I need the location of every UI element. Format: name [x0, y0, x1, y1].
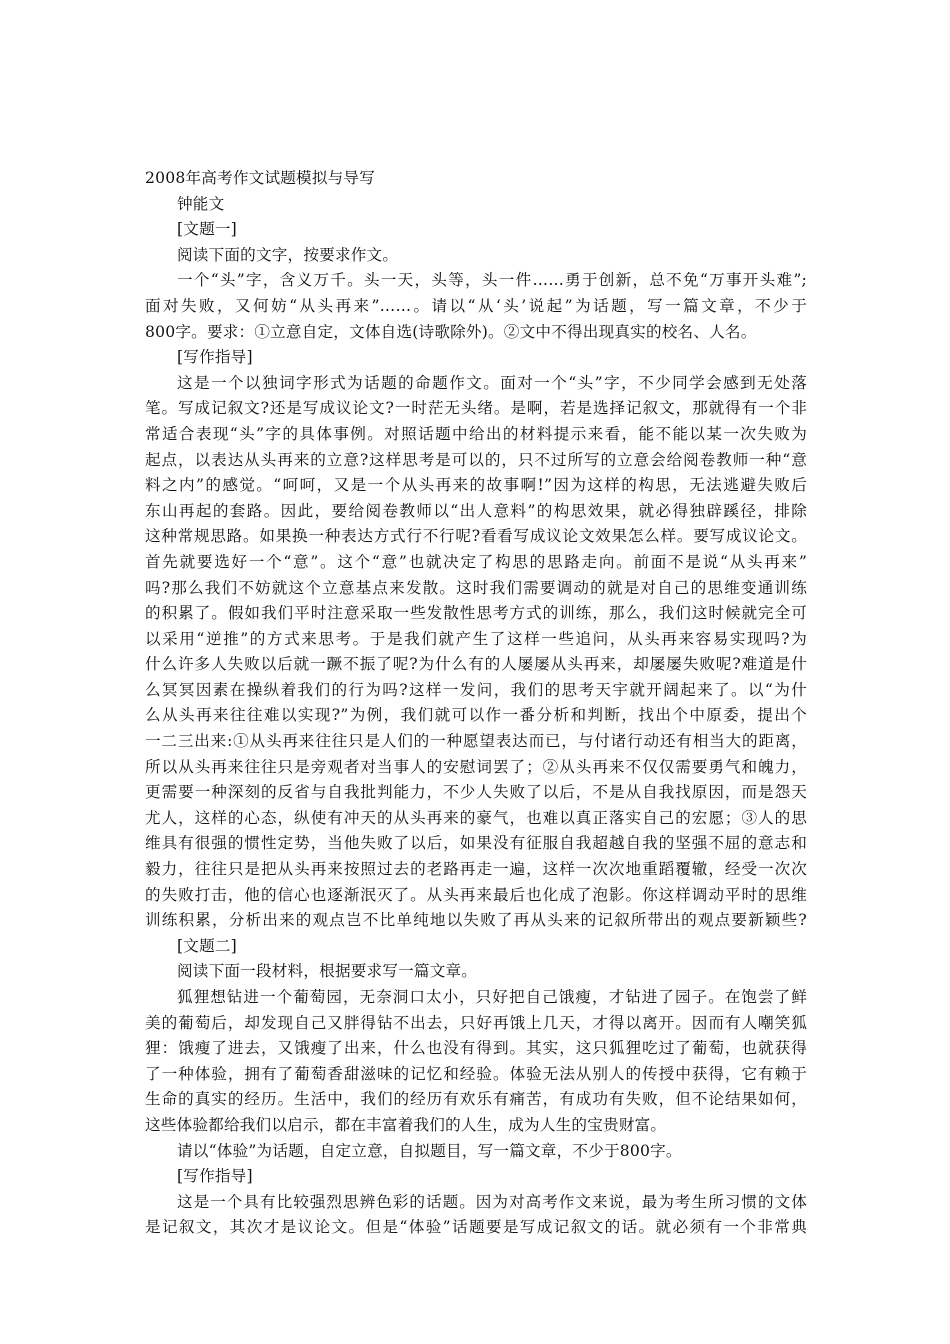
topic1-guide-line: 维具有很强的惯性定势，当他失败了以后，如果没有征服自我超越自我的坚强不屈的意志和	[145, 834, 807, 853]
topic2-line: 狸：饿瘦了进去，又饿瘦了出来，什么也没有得到。其实，这只狐狸吃过了葡萄，也就获得	[145, 1039, 807, 1058]
topic2-guide-line: 是记叙文，其次才是议论文。但是“体验”话题要是写成记叙文的话。就必须有一个非常典	[145, 1218, 807, 1237]
author-name: 钟能文	[177, 194, 225, 213]
topic2-line: 生命的真实的经历。生活中，我们的经历有欢乐有痛苦，有成功有失败，但不论结果如何，	[145, 1090, 807, 1109]
document-body	[145, 166, 807, 1241]
topic1-guide-line: 么从头再来往往难以实现?”为例，我们就可以作一番分析和判断，找出个中原委，提出个	[145, 706, 807, 725]
topic2-line: 这些体验都给我们以启示，都在丰富着我们的人生，成为人生的宝贵财富。	[145, 1115, 667, 1134]
topic1-guide-line: 的积累了。假如我们平时注意采取一些发散性思考方式的训练，那么，我们这时候就完全可	[145, 604, 807, 623]
topic1-guide-line: 尤人，这样的心态，纵使有冲天的从头再来的豪气，也难以真正落实自己的宏愿；③人的思	[145, 808, 807, 827]
topic1-line: 面对失败，又何妨“从头再来”……。请以“从‘头’说起”为话题，写一篇文章，不少于	[145, 296, 807, 315]
topic1-instruction: 阅读下面的文字，按要求作文。	[177, 245, 399, 264]
topic1-guide-line: 毅力，往往只是把从头再来按照过去的老路再走一遍，这样一次次地重蹈覆辙，经受一次次	[145, 860, 807, 879]
topic2-line: 了一种体验，拥有了葡萄香甜滋味的记忆和经验。体验无法从别人的传授中获得，它有赖于	[145, 1064, 807, 1083]
topic1-guide-line: 以采用“逆推”的方式来思考。于是我们就产生了这样一些追问，从头再来容易实现吗?为	[145, 629, 807, 648]
topic1-guide-line: 一二三出来:①从头再来往往只是人们的一种愿望表达而已，与付诸行动还有相当大的距离，	[145, 732, 807, 751]
topic1-guide-line: 训练积累，分析出来的观点岂不比单纯地以失败了再从头来的记叙所带出的观点要新颖些?	[145, 911, 807, 930]
topic1-guide-heading: [写作指导]	[177, 348, 253, 367]
topic1-guide-line: 常适合表现“头”字的具体事例。对照话题中给出的材料提示来看，能不能以某一次失败为	[145, 424, 807, 443]
topic2-instruction: 阅读下面一段材料，根据要求写一篇文章。	[177, 962, 478, 981]
topic1-guide-line: 更需要一种深刻的反省与自我批判能力，不少人失败了以后，不是从自我找原因，而是怨天	[145, 783, 807, 802]
topic1-guide-line: 么冥冥因素在操纵着我们的行为吗?这样一发问，我们的思考天宇就开阔起来了。以“为什	[145, 680, 807, 699]
topic1-heading: [文题一]	[177, 220, 237, 239]
topic1-line: 一个“头”字，含义万千。头一天，头等，头一件……勇于创新，总不免“万事开头难”;	[177, 271, 807, 290]
topic1-guide-line: 笔。写成记叙文?还是写成议论文?一时茫无头绪。是啊，若是选择记叙文，那就得有一个非	[145, 399, 807, 418]
topic2-guide-heading: [写作指导]	[177, 1167, 253, 1186]
topic1-guide-line: 东山再起的套路。因此，要给阅卷教师以“出人意料”的构思效果，就必得独辟蹊径，排除	[145, 501, 807, 520]
topic2-line: 美的葡萄后，却发现自己又胖得钻不出去，只好再饿上几天，才得以离开。因而有人嘲笑狐	[145, 1013, 807, 1032]
topic1-guide-line: 吗?那么我们不妨就这个立意基点来发散。这时我们需要调动的就是对自己的思维变通训练	[145, 578, 807, 597]
topic2-guide-line: 这是一个具有比较强烈思辨色彩的话题。因为对高考作文来说，最为考生所习惯的文体	[177, 1192, 807, 1211]
topic1-guide-line: 这种常规思路。如果换一种表达方式行不行呢?看看写成议论文效果怎么样。要写成议论文。	[145, 527, 807, 546]
topic1-guide-line: 起点，以表达从头再来的立意?这样思考是可以的，只不过所写的立意会给阅卷教师一种“意	[145, 450, 807, 469]
topic2-requirement: 请以“体验”为话题，自定立意，自拟题目，写一篇文章，不少于800字。	[177, 1141, 682, 1160]
topic1-guide-line: 什么许多人失败以后就一蹶不振了呢?为什么有的人屡屡从头再来，却屡屡失败呢?难道是什	[145, 655, 807, 674]
document-title: 2008年高考作文试题模拟与导写	[145, 169, 376, 187]
topic1-guide-line: 的失败打击，他的信心也逐渐泯灭了。从头再来最后也化成了泡影。你这样调动平时的思维	[145, 885, 807, 904]
topic1-guide-line: 所以从头再来往往只是旁观者对当事人的安慰词罢了；②从头再来不仅仅需要勇气和魄力，	[145, 757, 807, 776]
topic2-line: 狐狸想钻进一个葡萄园，无奈洞口太小，只好把自己饿瘦，才钻进了园子。在饱尝了鲜	[177, 988, 807, 1006]
topic1-guide-line: 首先就要选好一个“意”。这个“意”也就决定了构思的思路走向。前面不是说“从头再来”	[145, 552, 807, 571]
topic1-line: 800字。要求：①立意自定，文体自选(诗歌除外)。②文中不得出现真实的校名、人名。	[145, 322, 757, 341]
topic1-guide-line: 这是一个以独词字形式为话题的命题作文。面对一个“头”字，不少同学会感到无处落	[177, 373, 807, 392]
topic1-guide-line: 料之内”的感觉。“呵呵，又是一个从头再来的故事啊!”因为这样的构思，无法逃避失败后	[145, 476, 807, 495]
topic2-heading: [文题二]	[177, 936, 237, 955]
